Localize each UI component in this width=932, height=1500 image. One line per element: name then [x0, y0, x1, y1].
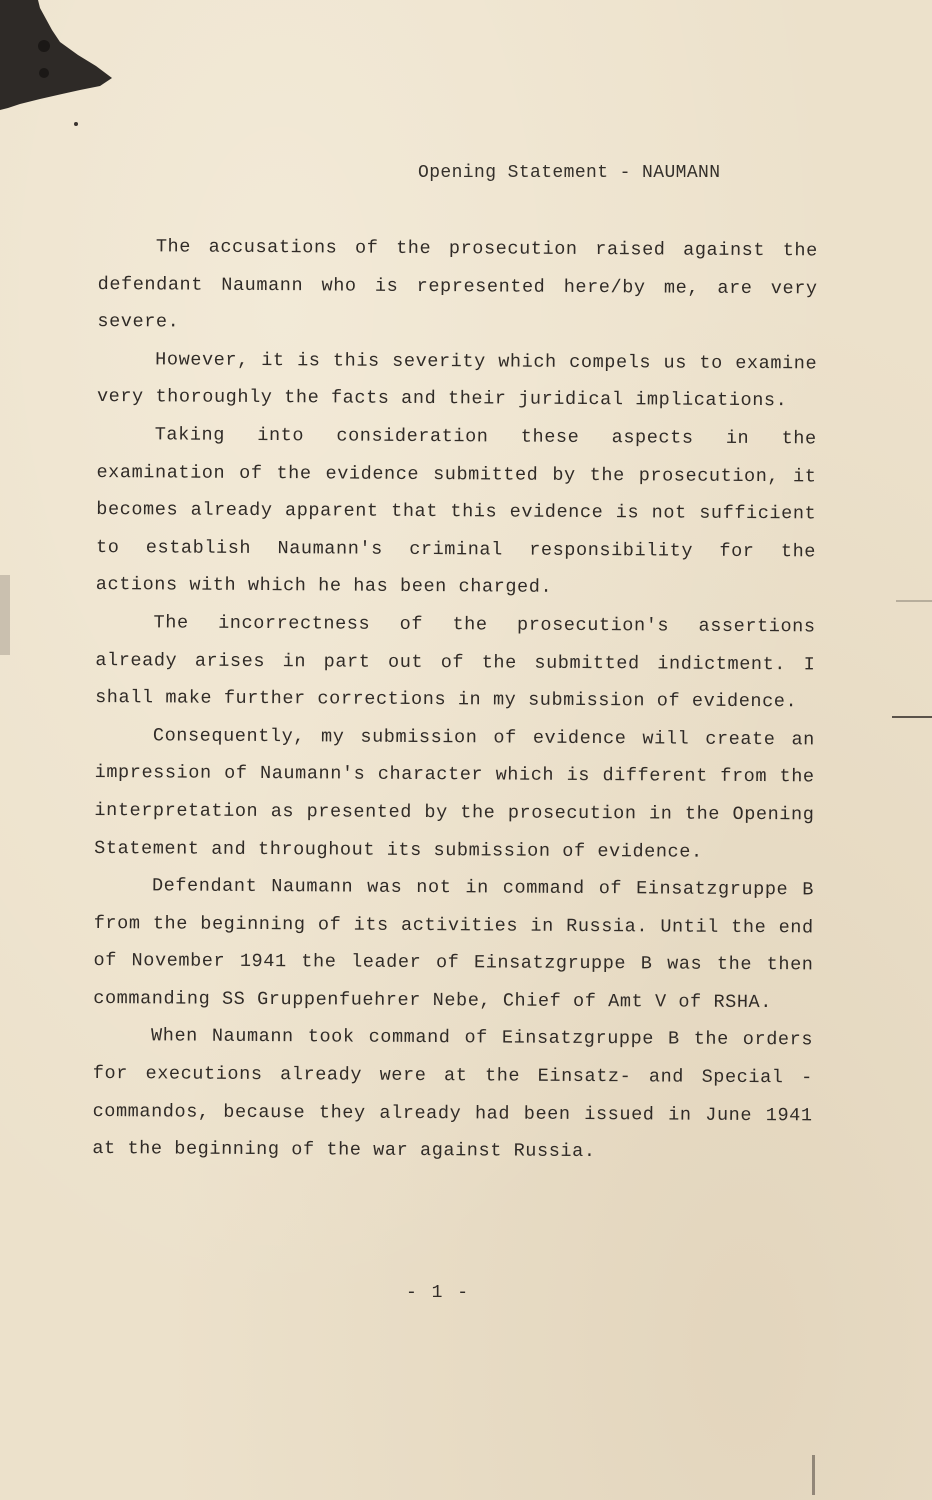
- torn-corner: [0, 0, 120, 110]
- document-body: [92, 228, 818, 1172]
- paper-speck: [74, 122, 78, 126]
- paragraph-5: Consequently, my submission of evidence will create an impression of Naumann's character which is different from the interpretation as presented by the prosecution in the Opening Statement and throughout its submission of evidence.: [94, 725, 815, 863]
- paragraph-4: The incorrectness of the prosecution's assertions already arises in part out of the submitted indictment. I shall make further corrections in my submission of evidence.: [95, 612, 816, 713]
- paragraph-2: However, it is this severity which compels us to examine very thoroughly the facts and their juridical implications.: [96, 349, 818, 412]
- paper-edge-mark: [896, 600, 932, 602]
- paper-edge-mark: [812, 1455, 815, 1495]
- paper-edge-mark: [892, 716, 932, 718]
- paper-edge-mark: [0, 575, 10, 655]
- page-number: - 1 -: [406, 1283, 471, 1303]
- paragraph-1: The accusations of the prosecution raised against the defendant Naumann who is represented here/by me, are very severe.: [97, 236, 818, 333]
- document-header: Opening Statement - NAUMANN: [418, 163, 721, 183]
- paragraph-7: When Naumann took command of Einsatzgruppe B the orders for executions already were at the Einsatz- and Special -commandos, because they already had been issued in June 1941 at the beginning of the war against Russia.: [92, 1025, 814, 1163]
- paragraph-6: Defendant Naumann was not in command of Einsatzgruppe B from the beginning of its activities in Russia. Until the end of November 1941 the leader of Einsatzgruppe B was the then commanding SS Gruppenfuehrer Nebe, Chief of Amt V of RSHA.: [93, 875, 815, 1014]
- paragraph-3: Taking into consideration these aspects in the examination of the evidence submitted by the prosecution, it becomes already apparent that this evidence is not sufficient to establish Naumann's criminal responsibility for the actions with which he has been charged.: [95, 424, 817, 599]
